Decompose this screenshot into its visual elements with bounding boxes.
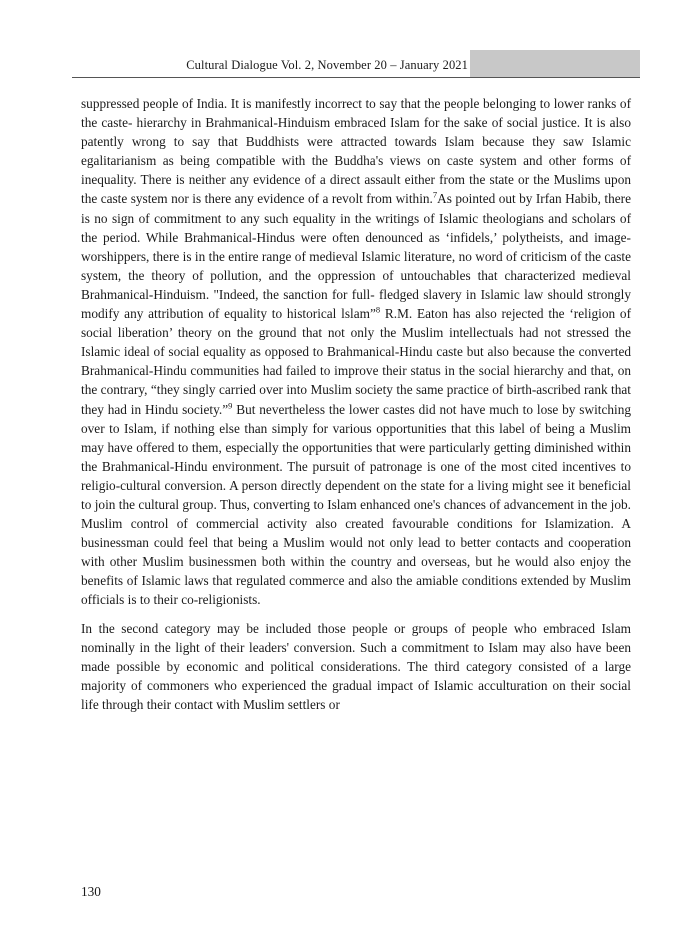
article-body [81, 94, 631, 714]
text-run: But nevertheless the lower castes did not have much to lose by switching over to Islam, if nothing else than simply for various opportunities that this label of being a Muslim may have offered to them, especially the opportunities that were particularly getting diminished within the Brahmanical-Hindu environment. The pursuit of patronage is one of the most cited incentives to religio-cultural conversion. A person directly dependent on the state for a living might see it beneficial to join the cultural group. Thus, converting to Islam enhanced one's chances of advancement in the job. Muslim control of commercial activity also created favourable conditions for Islamization. A businessman could feel that being a Muslim would not only lead to better contacts and cooperation with other Muslim businessmen both within the country and overseas, but he would also enjoy the benefits of Islamic laws that regulated commerce and also the amiable conditions extended by Muslim officials is to their co-religionists. [81, 401, 631, 608]
footnote-marker-7: 7 [432, 190, 438, 201]
paragraph-2 [81, 619, 631, 714]
text-run: suppressed people of India. It is manifestly incorrect to say that the people belonging to lower ranks of the caste- hierarchy in Brahmanical-Hinduism embraced Islam for the sake of social justice. It is also patently wrong to say that Buddhists were attracted towards Islam because they saw Islamic egalitarianism as being compatible with the Buddha's views on caste system and other forms of inequality. There is neither any evidence of a direct assault either from the state or the Muslims upon the caste system nor is there any evidence of a revolt from within. [81, 96, 631, 207]
footnote-marker-9: 9 [228, 400, 233, 411]
running-header [72, 50, 640, 78]
text-run: As pointed out by Irfan Habib, there is no sign of commitment to any such equality in the writings of Islamic theologians and scholars of the period. While Brahmanical-Hindus were often denounced as ‘infidels,’ polytheists, and image-worshippers, there is in the entire range of medieval Islamic literature, no word of criticism of the caste system, the theory of pollution, and the oppression of untouchables that characterized medieval Brahmanical-Hinduism. "Indeed, the sanction for full- fledged slavery in Islamic law should strongly modify any attribution of equality to historical lslam” [81, 191, 631, 322]
footnote-marker-8: 8 [375, 304, 381, 315]
text-run: In the second category may be included those people or groups of people who embraced Islam nominally in the light of their leaders' conversion. Such a commitment to Islam may also have been made possible by economic and political considerations. The third category consisted of a large majority of commoners who experienced the gradual impact of Islamic acculturation on their social life through their contact with Muslim settlers or [81, 620, 631, 712]
header-rule [72, 77, 640, 78]
page-number: 130 [81, 884, 101, 899]
journal-title: Cultural Dialogue Vol. 2, November 20 – January 2021 [186, 58, 468, 72]
paragraph-1 [81, 94, 631, 610]
header-tab-decoration [470, 50, 640, 77]
text-run: R.M. Eaton has also rejected the ‘religion of social liberation’ theory on the ground that not only the Muslim intellectuals had not stressed the Islamic ideal of social equality as opposed to Brahmanical-Hindu caste but also because the converted Brahmanical-Hindu communities had failed to improve their status in the social hierarchy and that, on the contrary, “they singly carried over into Muslim society the same practice of birth-ascribed rank that they had in Hindu society.” [81, 306, 631, 417]
